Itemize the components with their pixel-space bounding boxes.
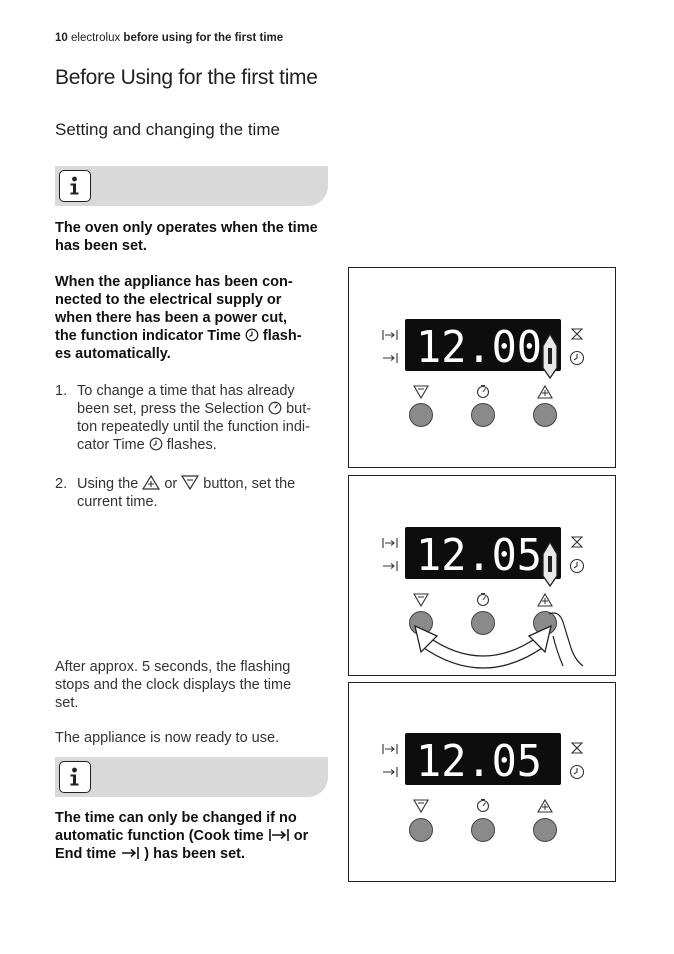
plus-triangle-icon — [538, 800, 552, 812]
selection-icon — [478, 594, 489, 606]
plus-button[interactable] — [534, 404, 557, 427]
cook-time-icon — [268, 828, 290, 842]
time-display: 12.00 — [416, 322, 542, 373]
time-display: 12.05 — [416, 530, 542, 581]
plus-triangle-icon — [538, 386, 552, 398]
minus-triangle-icon — [181, 475, 199, 490]
notice-change-time: The time can only be changed if no automatic function (Cook time or End time ) has been set. — [55, 810, 309, 862]
plus-triangle-icon — [538, 594, 552, 606]
brand-name: electrolux — [71, 32, 121, 44]
control-panel-2 — [348, 475, 616, 676]
clock-icon — [571, 766, 584, 779]
clock-icon — [245, 328, 259, 342]
minus-triangle-icon — [414, 386, 428, 398]
minus-triangle-icon — [414, 800, 428, 812]
minute-minder-icon — [572, 537, 582, 547]
notice-flash: When the appliance has been con- nected to the electrical supply or when there has been a power cut, the function indicator Time flash- es automatically. — [55, 274, 302, 362]
selection-icon — [478, 800, 489, 812]
end-time-icon — [120, 846, 140, 860]
selection-button[interactable] — [472, 404, 495, 427]
info-icon — [59, 170, 91, 202]
ready-text: The appliance is now ready to use. — [55, 730, 280, 746]
selection-button[interactable] — [472, 819, 495, 842]
step-2: 2. Using the or button, set the current time. — [55, 476, 296, 510]
clock-icon — [149, 437, 163, 451]
page-header — [55, 32, 283, 44]
control-panel-1 — [348, 267, 616, 468]
end-time-icon — [383, 767, 397, 777]
plus-button[interactable] — [534, 819, 557, 842]
info-bar — [55, 757, 328, 797]
minute-minder-icon — [572, 743, 582, 753]
selection-button[interactable] — [472, 612, 495, 635]
plus-triangle-icon — [142, 475, 160, 490]
step-1: 1. To change a time that has already been set, press the Selection but- ton repeatedly until the function indi- cator Time flashes. — [55, 383, 312, 453]
minute-minder-icon — [572, 329, 582, 339]
page-number: 10 — [55, 32, 68, 44]
time-display: 12.05 — [416, 736, 542, 787]
clock-icon — [571, 352, 584, 365]
page-title: Before Using for the first time — [55, 66, 318, 89]
end-time-icon — [383, 561, 397, 571]
after-text: After approx. 5 seconds, the flashing stops and the clock displays the time set. — [55, 659, 292, 711]
cook-time-icon — [383, 744, 397, 754]
selection-icon — [268, 401, 282, 415]
info-icon — [59, 761, 91, 793]
notice-time-required: The oven only operates when the time has been set. — [55, 220, 318, 254]
section-name: before using for the first time — [123, 32, 284, 44]
selection-icon — [478, 386, 489, 398]
minus-button[interactable] — [410, 404, 433, 427]
cook-time-icon — [383, 538, 397, 548]
control-panel-3 — [348, 682, 616, 882]
cook-time-icon — [383, 330, 397, 340]
minus-button[interactable] — [410, 819, 433, 842]
section-subtitle: Setting and changing the time — [55, 120, 280, 139]
clock-icon — [571, 560, 584, 573]
minus-triangle-icon — [414, 594, 428, 606]
info-bar — [55, 166, 328, 206]
end-time-icon — [383, 353, 397, 363]
